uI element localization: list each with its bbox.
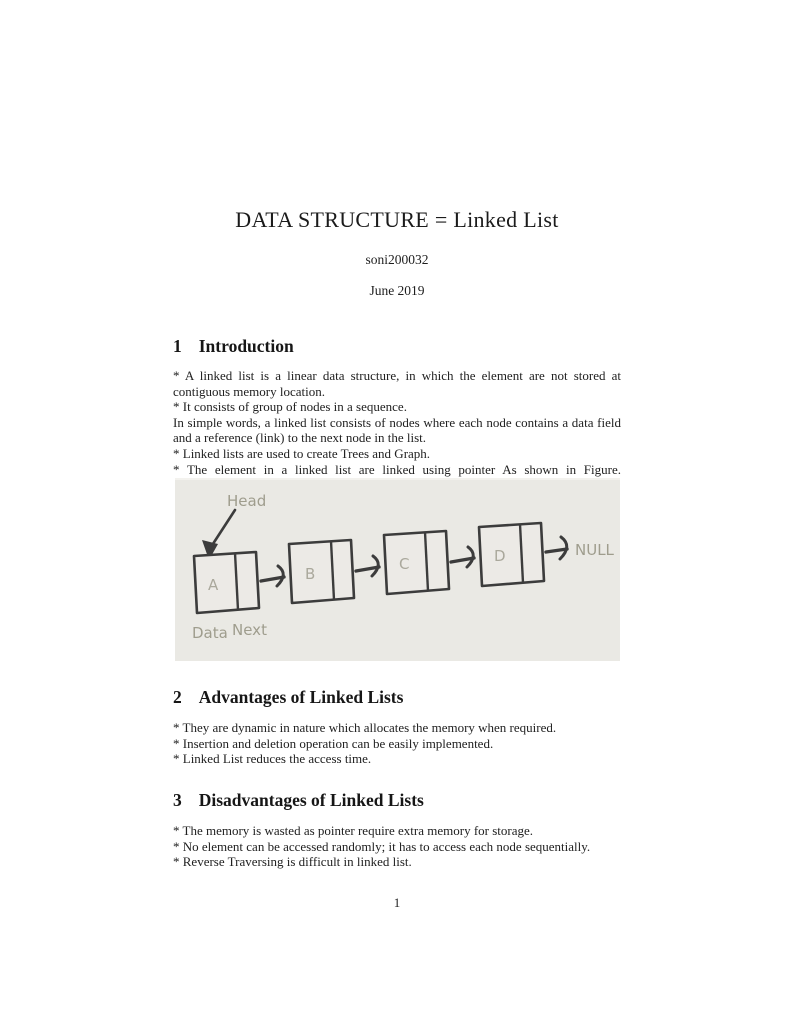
- body-line: * A linked list is a linear data structure, in which the element are not stored at contiguous memory location.: [173, 368, 621, 399]
- page-title: DATA STRUCTURE = Linked List: [235, 207, 559, 232]
- section-number: 1: [173, 336, 182, 356]
- data-label: Data: [192, 624, 228, 642]
- section-heading-disadvantages: [173, 790, 621, 811]
- body-line: * The element in a linked list are linked using pointer As shown in Figure.: [173, 461, 621, 477]
- linked-list-figure: [175, 478, 620, 661]
- body-line: * No element can be accessed randomly; it has to access each node sequentially.: [173, 838, 591, 854]
- node-a-letter: A: [208, 576, 219, 594]
- page-number: 1: [393, 895, 401, 910]
- node-d-letter: D: [494, 547, 506, 565]
- section-title: Introduction: [198, 336, 294, 356]
- next-label: Next: [232, 621, 267, 639]
- section-title: Advantages of Linked Lists: [198, 687, 404, 707]
- linked-list-diagram: [175, 478, 620, 661]
- section-title: Disadvantages of Linked Lists: [198, 790, 424, 810]
- section-heading-introduction: [173, 336, 621, 357]
- node-c-letter: C: [399, 555, 410, 573]
- section-number: 3: [173, 790, 182, 810]
- node-a: [194, 552, 259, 613]
- body-line: * Reverse Traversing is difficult in linked list.: [173, 854, 412, 870]
- node-b-letter: B: [305, 565, 316, 583]
- node-b: [289, 540, 354, 603]
- body-line: * Insertion and deletion operation can be easily implemented.: [173, 735, 494, 751]
- introduction-text: [173, 368, 621, 477]
- head-label: Head: [227, 492, 267, 510]
- section-number: 2: [173, 687, 182, 707]
- body-line: In simple words, a linked list consists of nodes where each node contains a data field and a reference (link) to the next node in the list.: [173, 414, 621, 446]
- disadvantages-text: [173, 823, 621, 870]
- body-line: * It consists of group of nodes in a sequence.: [173, 399, 407, 415]
- body-line: * The memory is wasted as pointer require extra memory for storage.: [173, 823, 534, 838]
- null-label: NULL: [575, 541, 614, 559]
- advantages-text: [173, 720, 621, 767]
- author: soni200032: [365, 252, 429, 267]
- body-line: * Linked lists are used to create Trees and Graph.: [173, 445, 431, 461]
- node-d: [479, 523, 544, 586]
- node-c: [384, 531, 449, 594]
- body-line: * Linked List reduces the access time.: [173, 751, 372, 767]
- date: June 2019: [369, 283, 425, 298]
- body-line: * They are dynamic in nature which allocates the memory when required.: [173, 720, 557, 735]
- section-heading-advantages: [173, 687, 621, 708]
